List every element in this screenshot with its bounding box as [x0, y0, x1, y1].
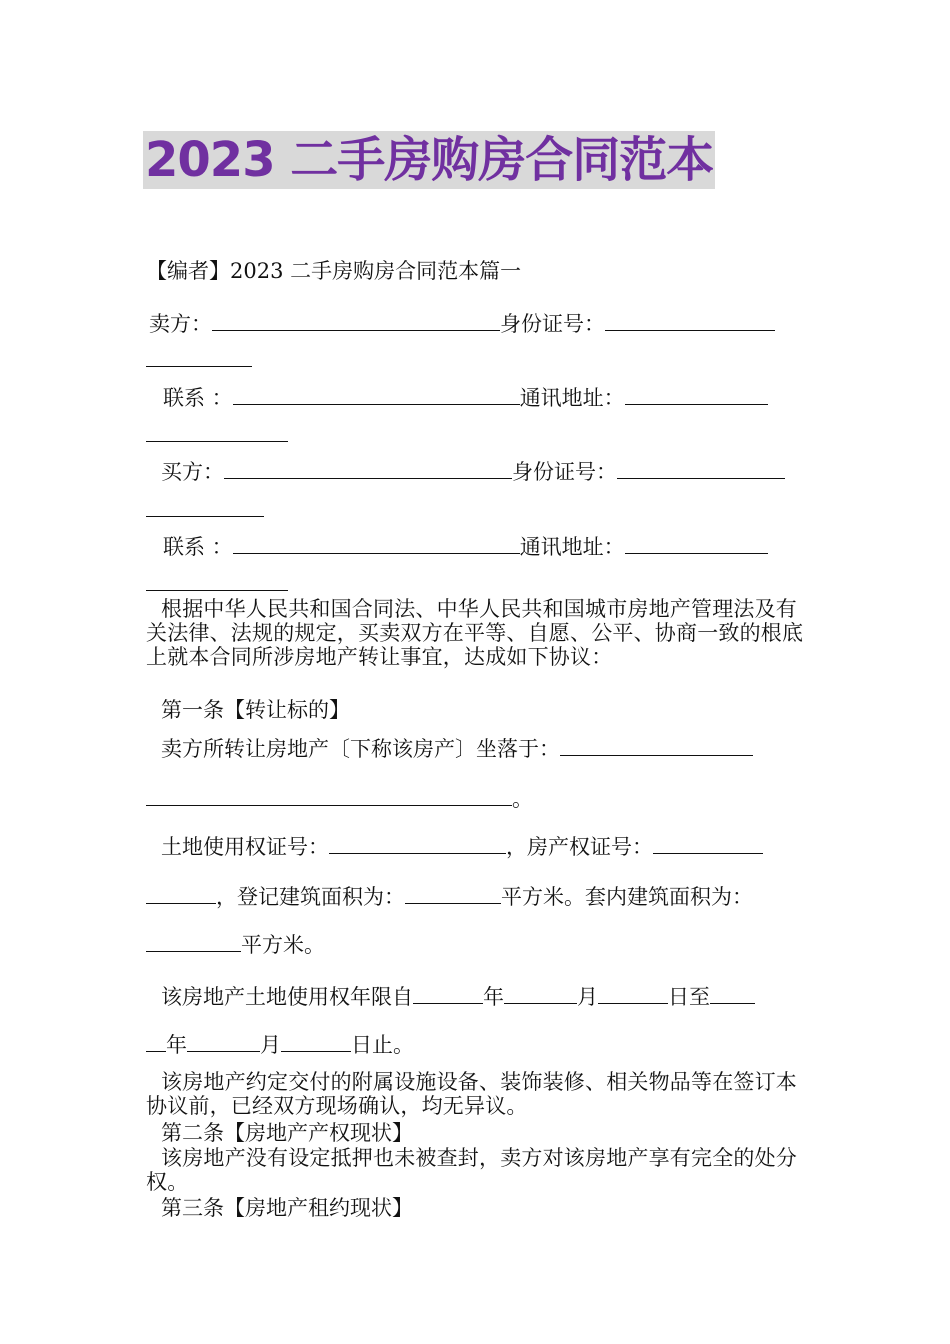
term-label: 该房地产土地使用权年限自	[161, 985, 413, 1009]
cert-row	[161, 833, 763, 860]
term-row-cont	[146, 1031, 414, 1058]
day-end-label: 日止。	[351, 1033, 414, 1057]
article1-heading: 第一条【转让标的】	[161, 698, 350, 722]
seller-name-field[interactable]	[212, 310, 500, 331]
seller-label: 卖方：	[149, 312, 212, 336]
land-cert-label: 土地使用权证号：	[161, 835, 329, 859]
buyer-label: 买方：	[161, 460, 224, 484]
end-day-field[interactable]	[281, 1031, 351, 1052]
seller-id-field[interactable]	[605, 310, 775, 331]
seller-contact-field[interactable]	[233, 384, 520, 405]
location-end: 。	[512, 787, 533, 811]
end-year-field[interactable]	[710, 983, 755, 1004]
end-month-field[interactable]	[187, 1031, 260, 1052]
seller-row	[149, 310, 775, 337]
start-month-field[interactable]	[504, 983, 577, 1004]
buyer-contact-field[interactable]	[233, 533, 520, 554]
buyer-contact-label: 联系 ：	[163, 535, 233, 559]
seller-contact-label: 联系 ：	[163, 386, 233, 410]
location-label: 卖方所转让房地产〔下称该房产〕坐落于：	[161, 737, 560, 761]
area-unit-2: 平方米。	[241, 933, 325, 957]
buyer-address-label: 通讯地址：	[519, 535, 625, 559]
article3-heading: 第三条【房地产租约现状】	[161, 1196, 413, 1220]
title-highlight	[143, 131, 715, 189]
location-row	[161, 735, 753, 762]
buyer-address-field[interactable]	[625, 533, 768, 554]
month-label-2: 月	[260, 1033, 281, 1057]
property-cert-field-cont[interactable]	[146, 883, 216, 904]
year-label-2: 年	[166, 1033, 187, 1057]
seller-address-field[interactable]	[625, 384, 768, 405]
buyer-id-label: 身份证号：	[512, 460, 617, 484]
area-label: ，登记建筑面积为：	[216, 885, 405, 909]
term-row	[161, 983, 755, 1010]
page-title: 2023 二手房购房合同范本	[145, 132, 714, 188]
buyer-row	[161, 458, 785, 485]
inner-area-row	[146, 931, 325, 958]
month-label: 月	[577, 985, 598, 1009]
location-field-cont[interactable]	[146, 785, 512, 806]
day-to-label: 日至	[668, 985, 710, 1009]
year-label: 年	[483, 985, 504, 1009]
article2-text: 该房地产没有设定抵押也未被查封，卖方对该房地产享有完全的处分权。	[146, 1146, 797, 1194]
area-unit-1: 平方米。套内建筑面积为：	[501, 885, 753, 909]
buyer-id-field[interactable]	[617, 458, 785, 479]
property-cert-label: ，房产权证号：	[506, 835, 653, 859]
seller-id-field-cont[interactable]	[146, 346, 252, 367]
area-row	[146, 883, 753, 910]
location-field[interactable]	[560, 735, 753, 756]
property-cert-field[interactable]	[653, 833, 763, 854]
buyer-name-field[interactable]	[224, 458, 512, 479]
document-subtitle: 【编者】2023 二手房购房合同范本篇一	[146, 259, 522, 283]
land-cert-field[interactable]	[329, 833, 506, 854]
inner-area-field[interactable]	[146, 931, 241, 952]
start-year-field[interactable]	[413, 983, 483, 1004]
seller-id-label: 身份证号：	[500, 312, 605, 336]
article2-heading: 第二条【房地产产权现状】	[161, 1121, 413, 1145]
buyer-address-field-cont[interactable]	[146, 570, 288, 591]
seller-address-label: 通讯地址：	[519, 386, 625, 410]
end-year-field-cont[interactable]	[146, 1031, 166, 1052]
intro-paragraph: 根据中华人民共和国合同法、中华人民共和国城市房地产管理法及有关法律、法规的规定，买卖双方在平等、自愿、公平、协商一致的根底上就本合同所涉房地产转让事宜，达成如下协议：	[146, 597, 804, 669]
buyer-contact-row	[163, 533, 768, 560]
attached-items-paragraph: 该房地产约定交付的附属设施设备、装饰装修、相关物品等在签订本协议前，已经双方现场确认，均无异议。	[146, 1070, 797, 1118]
start-day-field[interactable]	[598, 983, 668, 1004]
seller-contact-row	[163, 384, 768, 411]
location-row-cont	[146, 785, 533, 812]
building-area-field[interactable]	[405, 883, 501, 904]
seller-address-field-cont[interactable]	[146, 421, 288, 442]
buyer-id-field-cont[interactable]	[146, 496, 264, 517]
